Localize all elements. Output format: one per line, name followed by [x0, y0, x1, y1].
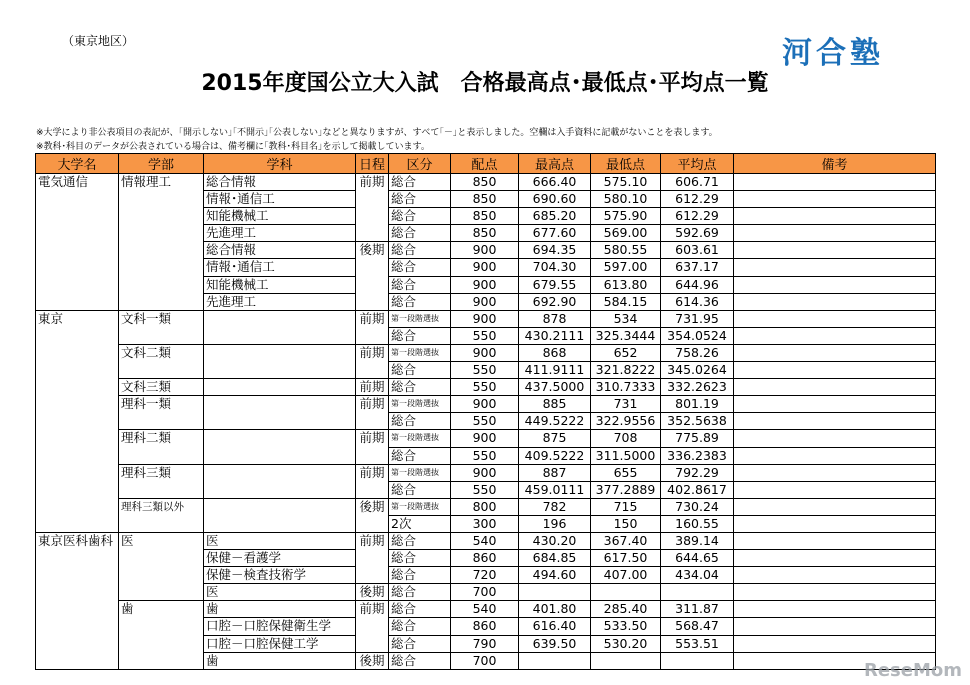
- cell-highest: 409.5222: [519, 447, 591, 464]
- cell-schedule: 前期: [356, 310, 389, 344]
- cell-highest: 685.20: [519, 208, 591, 225]
- cell-department: 保健－検査技術学: [204, 567, 356, 584]
- cell-department: [204, 379, 356, 396]
- cell-remarks: [734, 208, 936, 225]
- column-header-remarks: 備考: [734, 154, 936, 174]
- cell-remarks: [734, 344, 936, 361]
- cell-highest: 885: [519, 396, 591, 413]
- cell-lowest: 652: [591, 344, 661, 361]
- cell-lowest: 580.55: [591, 242, 661, 259]
- region-label: （東京地区）: [62, 34, 135, 48]
- cell-category: 総合: [389, 481, 451, 498]
- kawaijuku-logo: 河合塾: [782, 36, 884, 71]
- cell-highest: 704.30: [519, 259, 591, 276]
- cell-remarks: [734, 584, 936, 601]
- cell-lowest: [591, 652, 661, 669]
- cell-lowest: 322.9556: [591, 413, 661, 430]
- cell-average: 730.24: [661, 498, 734, 515]
- cell-remarks: [734, 174, 936, 191]
- cell-highest: [519, 652, 591, 669]
- cell-average: 792.29: [661, 464, 734, 481]
- cell-lowest: 575.90: [591, 208, 661, 225]
- cell-category: 総合: [389, 259, 451, 276]
- cell-average: 389.14: [661, 532, 734, 549]
- cell-category: 総合: [389, 293, 451, 310]
- cell-department: 情報･通信工: [204, 259, 356, 276]
- cell-category: 総合: [389, 174, 451, 191]
- cell-lowest: 534: [591, 310, 661, 327]
- cell-category: 総合: [389, 191, 451, 208]
- cell-max-score: 900: [451, 430, 519, 447]
- table-row: [36, 344, 936, 361]
- table-row: [36, 310, 936, 327]
- cell-average: 644.65: [661, 550, 734, 567]
- cell-lowest: 708: [591, 430, 661, 447]
- cell-schedule: 後期: [356, 584, 389, 601]
- cell-max-score: 550: [451, 413, 519, 430]
- cell-max-score: 900: [451, 396, 519, 413]
- cell-remarks: [734, 618, 936, 635]
- cell-schedule: 前期: [356, 532, 389, 583]
- cell-average: 801.19: [661, 396, 734, 413]
- cell-department: 先進理工: [204, 225, 356, 242]
- cell-lowest: 285.40: [591, 601, 661, 618]
- cell-highest: 430.20: [519, 532, 591, 549]
- cell-department: [204, 310, 356, 344]
- cell-remarks: [734, 242, 936, 259]
- cell-university: 東京: [36, 310, 119, 532]
- cell-schedule: 前期: [356, 396, 389, 430]
- cell-lowest: 731: [591, 396, 661, 413]
- cell-faculty: 情報理工: [119, 174, 204, 311]
- cell-lowest: 613.80: [591, 276, 661, 293]
- column-header-category: 区分: [389, 154, 451, 174]
- cell-category: 総合: [389, 652, 451, 669]
- cell-max-score: 860: [451, 618, 519, 635]
- cell-remarks: [734, 498, 936, 515]
- cell-lowest: 533.50: [591, 618, 661, 635]
- cell-faculty: 文科一類: [119, 310, 204, 344]
- cell-lowest: 310.7333: [591, 379, 661, 396]
- cell-remarks: [734, 447, 936, 464]
- note-1: ※大学により非公表項目の表記が、｢開示しない｣｢不開示｣｢公表しない｣などと異なりますが、すべて｢－｣と表示しました。空欄は入手資料に記載がないことを表します。: [36, 128, 718, 138]
- cell-average: 612.29: [661, 191, 734, 208]
- cell-department: 先進理工: [204, 293, 356, 310]
- cell-category: 総合: [389, 618, 451, 635]
- cell-max-score: 800: [451, 498, 519, 515]
- cell-lowest: 321.8222: [591, 362, 661, 379]
- cell-category: 第一段階選抜: [389, 344, 451, 361]
- cell-lowest: 715: [591, 498, 661, 515]
- cell-max-score: 860: [451, 550, 519, 567]
- cell-average: 402.8617: [661, 481, 734, 498]
- cell-average: 352.5638: [661, 413, 734, 430]
- cell-average: 603.61: [661, 242, 734, 259]
- cell-max-score: 550: [451, 327, 519, 344]
- cell-average: 614.36: [661, 293, 734, 310]
- cell-highest: 430.2111: [519, 327, 591, 344]
- cell-department: [204, 464, 356, 498]
- cell-lowest: [591, 584, 661, 601]
- cell-schedule: 前期: [356, 601, 389, 652]
- cell-average: 311.87: [661, 601, 734, 618]
- resemom-watermark: ReseMom: [863, 660, 962, 681]
- column-header-average: 平均点: [661, 154, 734, 174]
- cell-average: 553.51: [661, 635, 734, 652]
- cell-lowest: 530.20: [591, 635, 661, 652]
- cell-category: 総合: [389, 447, 451, 464]
- cell-category: 2次: [389, 515, 451, 532]
- cell-department: 情報･通信工: [204, 191, 356, 208]
- cell-max-score: 900: [451, 344, 519, 361]
- cell-max-score: 550: [451, 362, 519, 379]
- cell-faculty: 医: [119, 532, 204, 600]
- cell-highest: 437.5000: [519, 379, 591, 396]
- cell-lowest: 597.00: [591, 259, 661, 276]
- cell-average: 612.29: [661, 208, 734, 225]
- cell-max-score: 720: [451, 567, 519, 584]
- cell-max-score: 850: [451, 225, 519, 242]
- cell-department: 知能機械工: [204, 276, 356, 293]
- cell-max-score: 900: [451, 464, 519, 481]
- column-header-department: 学科: [204, 154, 356, 174]
- cell-faculty: 歯: [119, 601, 204, 669]
- cell-university: 東京医科歯科: [36, 532, 119, 669]
- cell-highest: 411.9111: [519, 362, 591, 379]
- cell-max-score: 550: [451, 481, 519, 498]
- cell-department: 医: [204, 532, 356, 549]
- cell-max-score: 540: [451, 601, 519, 618]
- cell-max-score: 900: [451, 259, 519, 276]
- cell-lowest: 575.10: [591, 174, 661, 191]
- cell-remarks: [734, 327, 936, 344]
- cell-max-score: 900: [451, 276, 519, 293]
- column-header-highest: 最高点: [519, 154, 591, 174]
- cell-category: 総合: [389, 635, 451, 652]
- cell-category: 総合: [389, 532, 451, 549]
- cell-category: 第一段階選抜: [389, 396, 451, 413]
- cell-highest: 887: [519, 464, 591, 481]
- cell-category: 第一段階選抜: [389, 464, 451, 481]
- cell-category: 総合: [389, 413, 451, 430]
- cell-department: [204, 430, 356, 464]
- table-row: [36, 430, 936, 447]
- cell-department: 総合情報: [204, 174, 356, 191]
- cell-category: 総合: [389, 584, 451, 601]
- cell-highest: 690.60: [519, 191, 591, 208]
- cell-faculty: 理科三類: [119, 464, 204, 498]
- cell-highest: 401.80: [519, 601, 591, 618]
- cell-department: 歯: [204, 652, 356, 669]
- cell-lowest: 580.10: [591, 191, 661, 208]
- cell-max-score: 790: [451, 635, 519, 652]
- cell-faculty: 理科一類: [119, 396, 204, 430]
- cell-category: 総合: [389, 327, 451, 344]
- cell-max-score: 550: [451, 447, 519, 464]
- column-header-lowest: 最低点: [591, 154, 661, 174]
- cell-department: 口腔－口腔保健工学: [204, 635, 356, 652]
- cell-remarks: [734, 464, 936, 481]
- cell-category: 総合: [389, 567, 451, 584]
- cell-highest: [519, 584, 591, 601]
- cell-highest: 782: [519, 498, 591, 515]
- table-row: [36, 498, 936, 515]
- cell-max-score: 850: [451, 191, 519, 208]
- cell-average: 332.2623: [661, 379, 734, 396]
- cell-lowest: 584.15: [591, 293, 661, 310]
- cell-category: 総合: [389, 379, 451, 396]
- cell-lowest: 617.50: [591, 550, 661, 567]
- cell-highest: 875: [519, 430, 591, 447]
- cell-category: 第一段階選抜: [389, 430, 451, 447]
- cell-schedule: 後期: [356, 242, 389, 310]
- cell-category: 総合: [389, 242, 451, 259]
- cell-highest: 666.40: [519, 174, 591, 191]
- cell-highest: 639.50: [519, 635, 591, 652]
- cell-lowest: 655: [591, 464, 661, 481]
- cell-schedule: 後期: [356, 498, 389, 532]
- cell-remarks: [734, 293, 936, 310]
- cell-remarks: [734, 515, 936, 532]
- cell-highest: 684.85: [519, 550, 591, 567]
- cell-department: 歯: [204, 601, 356, 618]
- cell-highest: 449.5222: [519, 413, 591, 430]
- cell-lowest: 569.00: [591, 225, 661, 242]
- cell-highest: 616.40: [519, 618, 591, 635]
- cell-max-score: 300: [451, 515, 519, 532]
- cell-average: [661, 652, 734, 669]
- cell-average: 644.96: [661, 276, 734, 293]
- cell-average: 775.89: [661, 430, 734, 447]
- cell-category: 総合: [389, 550, 451, 567]
- cell-max-score: 900: [451, 310, 519, 327]
- cell-max-score: 700: [451, 584, 519, 601]
- table-row: [36, 601, 936, 618]
- table-row: [36, 379, 936, 396]
- cell-average: 434.04: [661, 567, 734, 584]
- cell-remarks: [734, 191, 936, 208]
- cell-highest: 196: [519, 515, 591, 532]
- cell-schedule: 後期: [356, 652, 389, 669]
- cell-max-score: 850: [451, 208, 519, 225]
- cell-max-score: 550: [451, 379, 519, 396]
- cell-university: 電気通信: [36, 174, 119, 311]
- column-header-faculty: 学部: [119, 154, 204, 174]
- cell-remarks: [734, 635, 936, 652]
- cell-lowest: 377.2889: [591, 481, 661, 498]
- cell-department: 医: [204, 584, 356, 601]
- cell-lowest: 150: [591, 515, 661, 532]
- cell-department: [204, 498, 356, 532]
- cell-lowest: 407.00: [591, 567, 661, 584]
- cell-schedule: 前期: [356, 174, 389, 242]
- cell-highest: 692.90: [519, 293, 591, 310]
- cell-remarks: [734, 225, 936, 242]
- note-2: ※教科･科目のデータが公表されている場合は、備考欄に｢教科･科目名｣を示して掲載しています。: [36, 142, 430, 152]
- table-row: [36, 464, 936, 481]
- cell-average: 354.0524: [661, 327, 734, 344]
- cell-department: 口腔－口腔保健衛生学: [204, 618, 356, 635]
- cell-schedule: 前期: [356, 464, 389, 498]
- cell-average: 336.2383: [661, 447, 734, 464]
- cell-average: 592.69: [661, 225, 734, 242]
- cell-category: 総合: [389, 601, 451, 618]
- cell-category: 総合: [389, 225, 451, 242]
- cell-remarks: [734, 276, 936, 293]
- cell-max-score: 700: [451, 652, 519, 669]
- cell-department: 知能機械工: [204, 208, 356, 225]
- cell-department: 保健－看護学: [204, 550, 356, 567]
- cell-max-score: 540: [451, 532, 519, 549]
- score-table: [35, 153, 936, 670]
- cell-average: 345.0264: [661, 362, 734, 379]
- cell-remarks: [734, 379, 936, 396]
- cell-average: 568.47: [661, 618, 734, 635]
- cell-max-score: 900: [451, 242, 519, 259]
- cell-faculty: 理科三類以外: [119, 498, 204, 532]
- cell-remarks: [734, 362, 936, 379]
- cell-highest: 679.55: [519, 276, 591, 293]
- cell-category: 総合: [389, 208, 451, 225]
- cell-max-score: 850: [451, 174, 519, 191]
- cell-highest: 677.60: [519, 225, 591, 242]
- cell-highest: 868: [519, 344, 591, 361]
- cell-category: 総合: [389, 276, 451, 293]
- table-header: [36, 154, 936, 174]
- cell-remarks: [734, 601, 936, 618]
- cell-department: [204, 344, 356, 378]
- cell-category: 第一段階選抜: [389, 498, 451, 515]
- table-row: [36, 396, 936, 413]
- cell-department: [204, 396, 356, 430]
- cell-remarks: [734, 310, 936, 327]
- cell-remarks: [734, 430, 936, 447]
- cell-faculty: 文科三類: [119, 379, 204, 396]
- cell-highest: 878: [519, 310, 591, 327]
- cell-remarks: [734, 481, 936, 498]
- cell-category: 第一段階選抜: [389, 310, 451, 327]
- table-row: [36, 532, 936, 549]
- cell-schedule: 前期: [356, 344, 389, 378]
- cell-faculty: 文科二類: [119, 344, 204, 378]
- cell-average: [661, 584, 734, 601]
- cell-average: 606.71: [661, 174, 734, 191]
- table-row: [36, 174, 936, 191]
- cell-remarks: [734, 550, 936, 567]
- cell-max-score: 900: [451, 293, 519, 310]
- cell-schedule: 前期: [356, 379, 389, 396]
- cell-average: 160.55: [661, 515, 734, 532]
- cell-remarks: [734, 567, 936, 584]
- cell-average: 731.95: [661, 310, 734, 327]
- cell-department: 総合情報: [204, 242, 356, 259]
- cell-remarks: [734, 532, 936, 549]
- column-header-schedule: 日程: [356, 154, 389, 174]
- cell-schedule: 前期: [356, 430, 389, 464]
- cell-lowest: 367.40: [591, 532, 661, 549]
- cell-highest: 494.60: [519, 567, 591, 584]
- page-title: 2015年度国公立大入試 合格最高点･最低点･平均点一覧: [201, 71, 769, 96]
- cell-average: 637.17: [661, 259, 734, 276]
- column-header-university: 大学名: [36, 154, 119, 174]
- cell-highest: 459.0111: [519, 481, 591, 498]
- column-header-max-score: 配点: [451, 154, 519, 174]
- cell-lowest: 311.5000: [591, 447, 661, 464]
- cell-remarks: [734, 259, 936, 276]
- cell-category: 総合: [389, 362, 451, 379]
- cell-average: 758.26: [661, 344, 734, 361]
- cell-remarks: [734, 396, 936, 413]
- cell-faculty: 理科二類: [119, 430, 204, 464]
- cell-highest: 694.35: [519, 242, 591, 259]
- cell-remarks: [734, 413, 936, 430]
- cell-lowest: 325.3444: [591, 327, 661, 344]
